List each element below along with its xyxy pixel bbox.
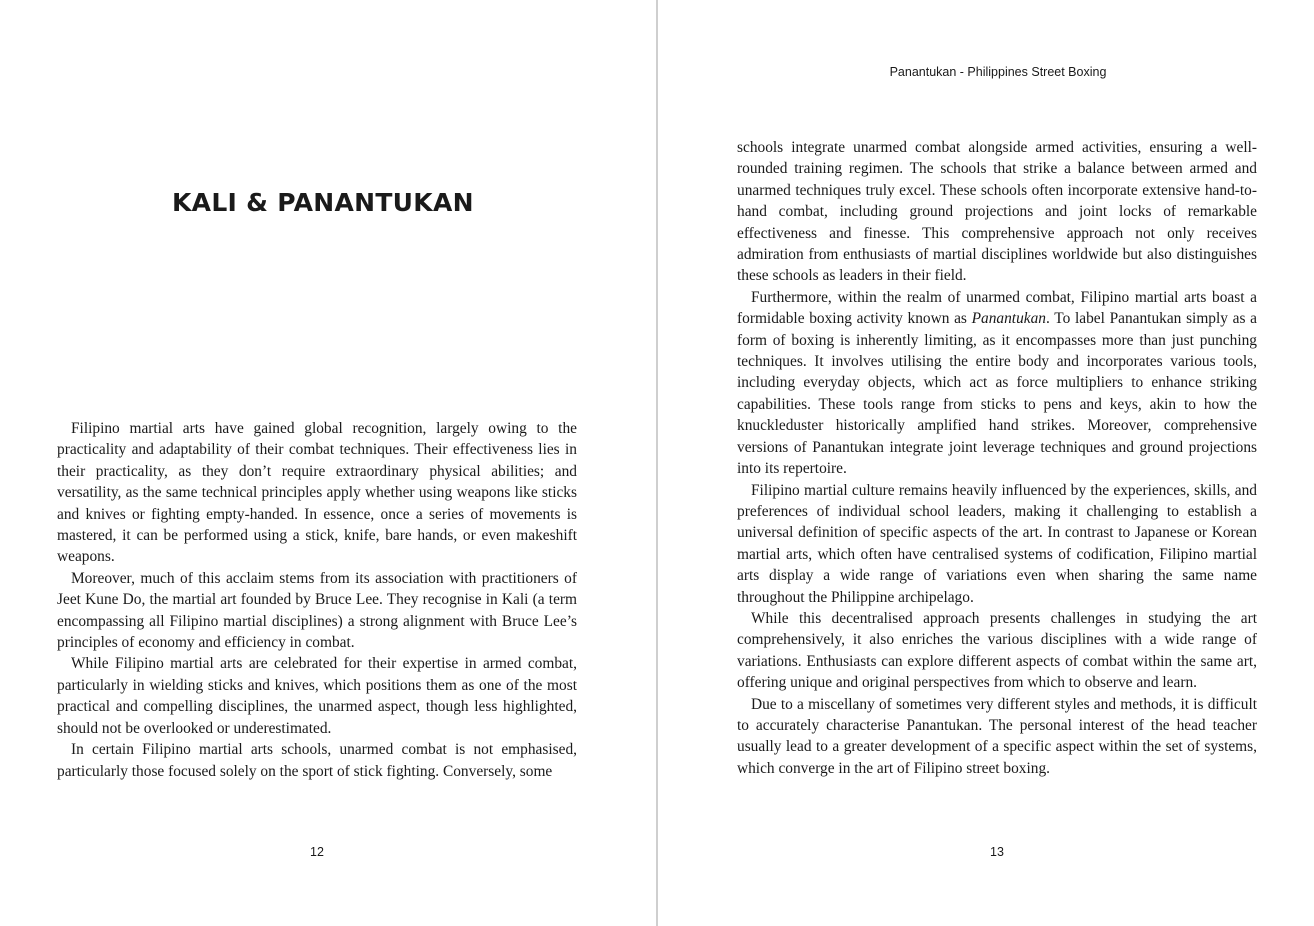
continued-paragraph: schools integrate unarmed combat alongside armed activities, ensuring a well-rounded training regimen. The schools that strike a balance between armed and unarmed techniques truly excel. These schools often incorporate extensive hand-to-hand combat, including ground projections and joint locks of remarkable effectiveness and finesse. This comprehensive approach not only receives admiration from enthusiasts of martial disciplines worldwide but also distinguishes these schools as leaders in their field. [737,139,1257,285]
right-body-text [737,137,1257,779]
italic-term: Panantukan [971,310,1046,328]
page-number: 12 [310,845,324,859]
chapter-title: KALI & PANANTUKAN [172,188,474,217]
paragraph-text: . To label Panantukan simply as a form of boxing is inherently limiting, as it encompasses more than just punching techniques. It involves utilising the entire body and incorporates various tools, including everyday objects, which act as force multipliers to enhance striking capabilities. These tools range from sticks to pens and keys, akin to how the knuckleduster historically amplified hand strikes. Moreover, comprehensive versions of Panantukan integrate joint leverage techniques and ground projections into its repertoire. [737,310,1258,478]
body-paragraph [737,287,1257,480]
left-body-text [57,418,577,782]
body-paragraph: Due to a miscellany of sometimes very different styles and methods, it is difficult to accurately characterise Panantukan. The personal interest of the head teacher usually lead to a greater development of a specific aspect within the set of systems, which converge in the art of Filipino street boxing. [737,695,1257,777]
body-paragraph: Filipino martial arts have gained global recognition, largely owing to the practicality and adaptability of their combat techniques. Their effectiveness lies in their practicality, as they don’t require extraordinary physical abilities; and versatility, as the same technical principles apply whether using weapons like sticks and knives or fighting empty-handed. In essence, once a series of movements is mastered, it can be performed using a stick, knife, bare hands, or even makeshift weapons. [57,420,577,566]
body-paragraph: In certain Filipino martial arts schools, unarmed combat is not emphasised, particularly those focused solely on the sport of stick fighting. Conversely, some [57,741,577,780]
paragraph-text: Furthermore, within the realm of unarmed combat, Filipino martial arts boast a formidable boxing activity known as [737,288,1257,328]
left-page [0,0,656,926]
body-paragraph: While Filipino martial arts are celebrated for their expertise in armed combat, particularly in wielding sticks and knives, which positions them as one of the most practical and compelling disciplines, the unarmed aspect, though less highlighted, should not be overlooked or underestimated. [57,655,577,737]
right-page [658,0,1314,926]
body-paragraph: Filipino martial culture remains heavily influenced by the experiences, skills, and preferences of individual school leaders, making it challenging to establish a universal definition of specific aspects of the art. In contrast to Japanese or Korean martial arts, which often have centralised systems of codification, Filipino martial arts display a wide range of variations even when sharing the same name throughout the Philippine archipelago. [737,481,1257,606]
body-paragraph: Moreover, much of this acclaim stems from its association with practitioners of Jeet Kune Do, the martial art founded by Bruce Lee. They recognise in Kali (a term encompassing all Filipino martial disciplines) a strong alignment with Bruce Lee’s principles of economy and efficiency in combat. [57,569,577,652]
body-paragraph: While this decentralised approach presents challenges in studying the art comprehensively, it also enriches the various disciplines with a wide range of variations. Enthusiasts can explore different aspects of combat within the same art, offering unique and original perspectives from which to observe and learn. [737,609,1257,692]
page-number: 13 [990,845,1004,859]
running-header: Panantukan - Philippines Street Boxing [889,65,1107,79]
